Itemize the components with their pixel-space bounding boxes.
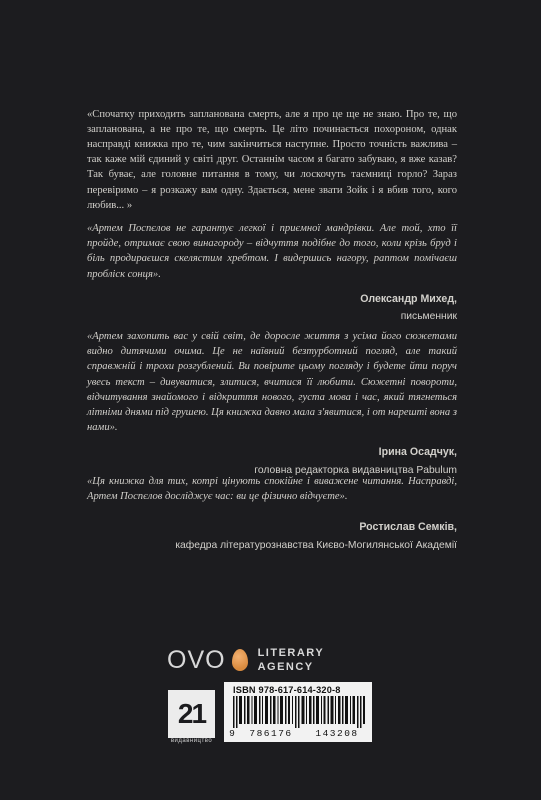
literary-agency-text xyxy=(258,646,325,674)
ovo-wordmark: OVO xyxy=(167,645,226,674)
review-quote: «Артем захопить вас у свій світ, де доросле життя з усіма його сюжетами видно дитячими очима. Це не наївний безтурботний погляд, але такий справжній і трохи розгублений. Ви повірите цьому погляду і будете йти поруч увесь текст – дивуватися, злитися, вчитися її любити. Сюжетні повороти, відчитування знайомого і відкриття нового, густа мова і час, який тягнеться літніми днями під грушею. Ця книжка давно мала з'явитися, і от нарешті вона з нами». xyxy=(87,331,457,434)
barcode-digit-group: 786176 xyxy=(249,728,293,739)
blurb-excerpt: «Спочатку приходить запланована смерть, але я про це ще не знаю. Про те, що запланована, а не про те, що смерть. Це літо починається похороном, однак насправді книжка про те, чим закінчиться наступне. Просто точність важлива – так каже мій єдиний у світі друг. Останнім часом я багато забуваю, я вже казав? Так буває, але головне питання в тому, чи лоскочуть таємниці горло? Зараз перевіримо – я розкажу вам одну. Здається, мене звати Зойк і я вбив того, кого любив... » xyxy=(87,108,457,211)
barcode-digit-group: 143208 xyxy=(315,728,359,739)
logo-21-number: 21 xyxy=(177,698,206,729)
review-3 xyxy=(87,474,457,553)
review-quote: «Артем Поспєлов не гарантує легкої і приємної мандрівки. Але той, хто її пройде, отримає свою винагороду – відчуття подібне до того, коли крізь бруд і біль продираєшся скелястим хребтом. І видершись нагору, раптом помічаєш пробліск сонця». xyxy=(87,223,457,280)
logo-21-caption: видавництво xyxy=(170,738,213,744)
review-quote: «Ця книжка для тих, котрі цінують спокійне і виважене читання. Насправді, Артем Поспєлов досліджує час: ви це фізично відчуєте». xyxy=(87,476,457,503)
isbn-text: ISBN 978-617-614-320-8 xyxy=(233,685,341,695)
egg-icon xyxy=(232,649,248,671)
review-author-role: кафедра літературознавства Києво-Могилянської Академії xyxy=(175,539,457,551)
barcode-digits xyxy=(226,728,370,739)
review-1 xyxy=(87,221,457,324)
review-author-role: головна редакторка видавництва Pabulum xyxy=(254,464,457,476)
literary-line: LITERARY xyxy=(257,647,325,659)
review-author: Олександр Михед, xyxy=(360,292,457,305)
ovo-literary-agency-logo xyxy=(167,645,324,675)
agency-line: AGENCY xyxy=(257,661,314,673)
isbn-barcode xyxy=(224,682,372,742)
barcode-digit-first: 9 xyxy=(229,728,235,739)
barcode-icon xyxy=(233,696,365,728)
review-2 xyxy=(87,329,457,478)
review-author: Ростислав Семків, xyxy=(359,521,457,534)
publisher-21-logo xyxy=(168,690,215,738)
review-author: Ірина Осадчук, xyxy=(378,446,457,459)
review-author-role: письменник xyxy=(400,311,457,323)
